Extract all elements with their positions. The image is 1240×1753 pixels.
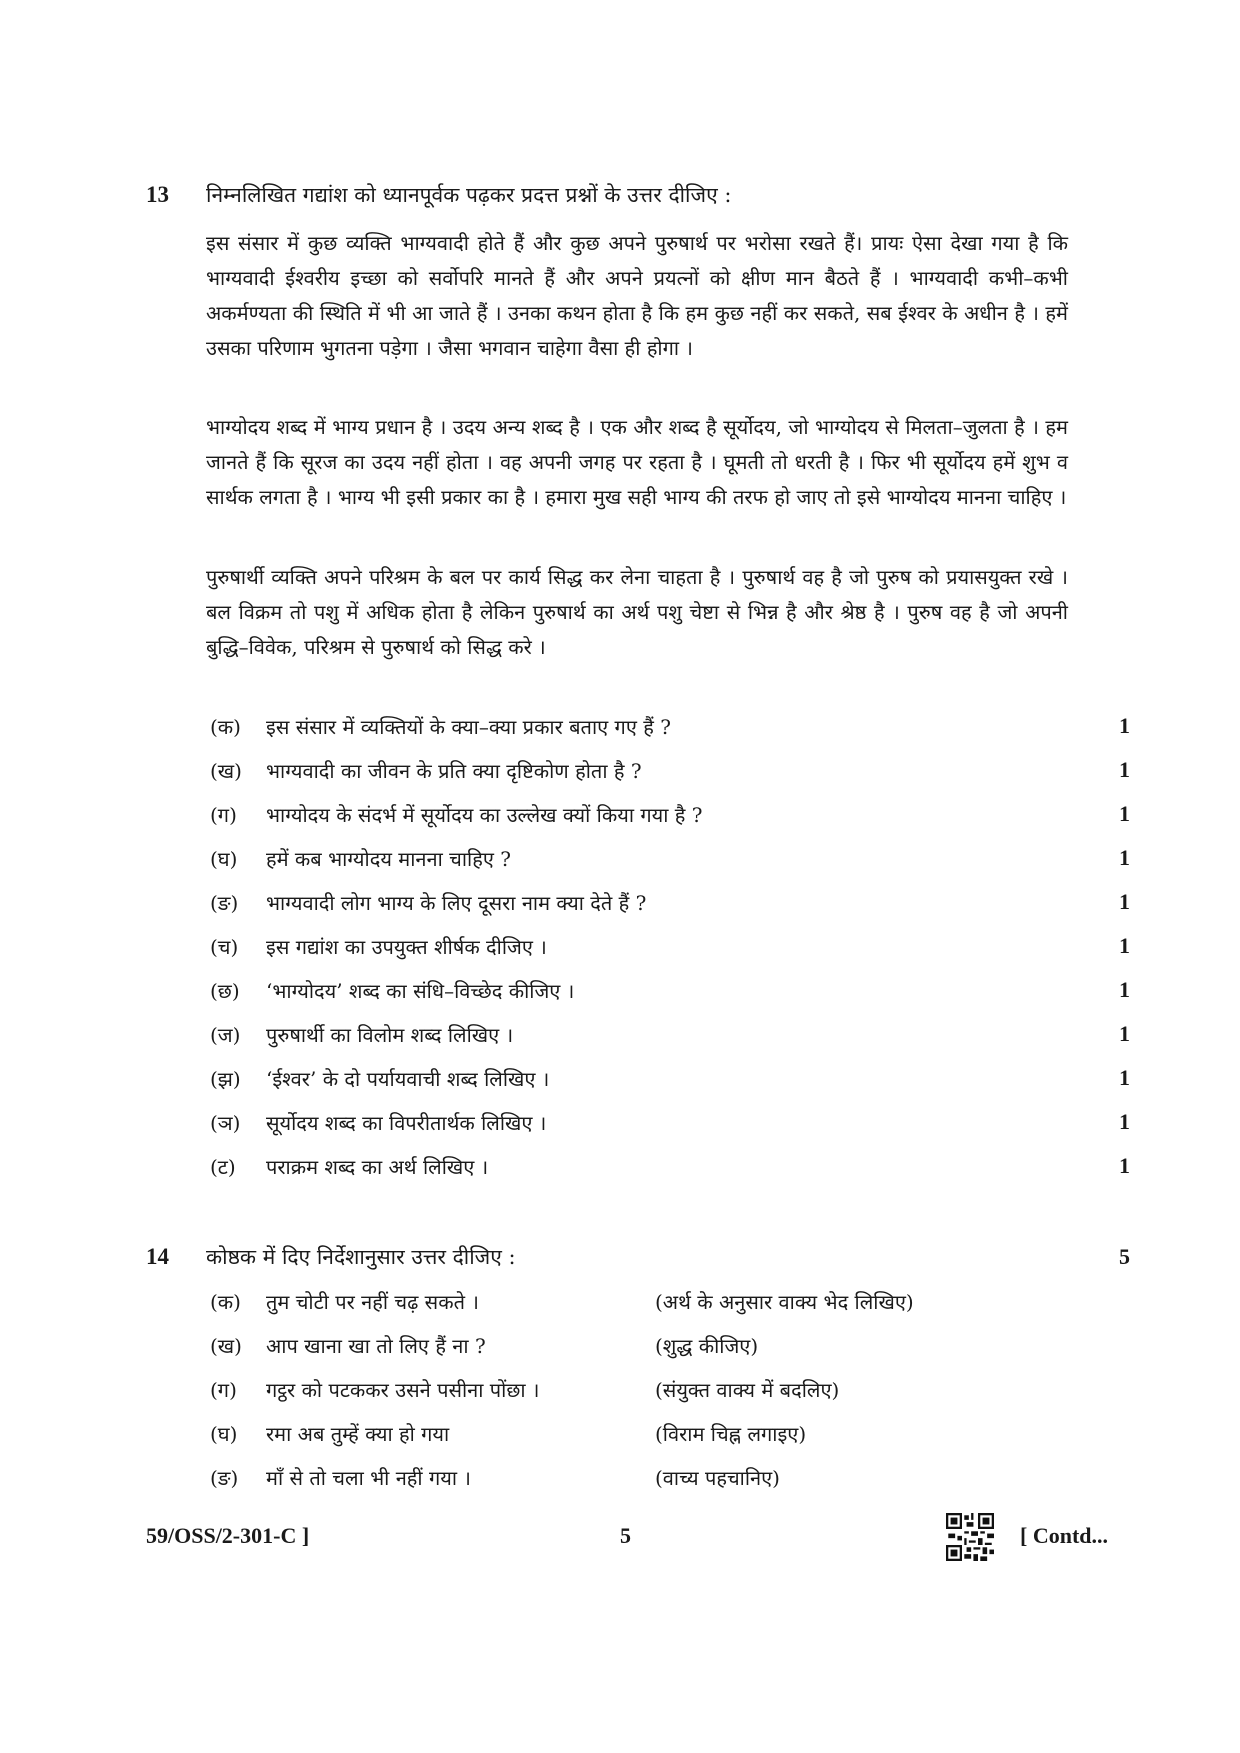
subquestion-text: आप खाना खा तो लिए हैं ना ? [266, 1334, 486, 1358]
question-13-number: 13 [146, 182, 169, 207]
paper-code: 59/OSS/2-301-C ] [146, 1523, 310, 1548]
subquestion-label: (घ) [210, 1422, 238, 1446]
subquestion-marks: 1 [1119, 1109, 1130, 1134]
question-14-heading: कोष्ठक में दिए निर्देशानुसार उत्तर दीजिए : [206, 1245, 516, 1269]
subquestion-text: इस गद्यांश का उपयुक्त शीर्षक दीजिए । [266, 935, 547, 959]
subquestion-text: भाग्यवादी लोग भाग्य के लिए दूसरा नाम क्या देते हैं ? [266, 891, 647, 915]
subquestion-text: भाग्यवादी का जीवन के प्रति क्या दृष्टिकोण होता है ? [266, 759, 642, 783]
q14-subquestion [210, 1332, 1130, 1366]
subquestion-label: (ङ) [210, 891, 239, 915]
subquestion-marks: 1 [1119, 933, 1130, 958]
subquestion-text: माँ से तो चला भी नहीं गया । [266, 1466, 471, 1490]
subquestion-marks: 1 [1119, 1021, 1130, 1046]
subquestion-marks: 1 [1119, 845, 1130, 870]
page-number: 5 [620, 1523, 631, 1548]
passage-paragraph-2-text: भाग्योदय शब्द में भाग्य प्रधान है । उदय अन्य शब्द है । एक और शब्द है सूर्योदय, जो भाग्योदय से मिलता–जुलता है । हम जानते हैं कि सूरज का उदय नहीं होता । वह अपनी जगह पर रहता है । घूमती तो धरती है । फिर भी सूर्योदय हमें शुभ व सार्थक लगता है । भाग्य भी इसी प्रकार का है । हमारा मुख सही भाग्य की तरफ हो जाए तो इसे भाग्योदय मानना चाहिए । [206, 415, 1068, 509]
subquestion-marks: 1 [1119, 757, 1130, 782]
subquestion-label: (ञ) [210, 1111, 241, 1135]
q13-subquestion [210, 713, 1130, 747]
subquestion-instruction: (अर्थ के अनुसार वाक्य भेद लिखिए) [655, 1290, 914, 1314]
q13-subquestion [210, 1021, 1130, 1055]
passage-paragraph-1 [206, 226, 1068, 366]
q13-subquestion [210, 1109, 1130, 1143]
subquestion-label: (ट) [210, 1155, 236, 1179]
q14-subquestion [210, 1376, 1130, 1410]
subquestion-marks: 1 [1119, 713, 1130, 738]
subquestion-marks: 1 [1119, 1065, 1130, 1090]
subquestion-text: हमें कब भाग्योदय मानना चाहिए ? [266, 847, 511, 871]
passage-paragraph-3-text: पुरुषार्थी व्यक्ति अपने परिश्रम के बल पर कार्य सिद्ध कर लेना चाहता है । पुरुषार्थ वह है जो पुरुष को प्रयासयुक्त रखे । बल विक्रम तो पशु में अधिक होता है लेकिन पुरुषार्थ का अर्थ पशु चेष्टा से भिन्न है और श्रेष्ठ है । पुरुष वह है जो अपनी बुद्धि–विवेक, परिश्रम से पुरुषार्थ को सिद्ध करे । [206, 565, 1068, 659]
subquestion-text: गट्ठर को पटककर उसने पसीना पोंछा । [266, 1378, 540, 1402]
question-14-number: 14 [146, 1244, 169, 1269]
subquestion-instruction: (विराम चिह्न लगाइए) [655, 1422, 807, 1446]
subquestion-label: (ङ) [210, 1466, 239, 1490]
q13-subquestion [210, 889, 1130, 923]
subquestion-label: (ख) [210, 759, 242, 783]
q13-subquestion [210, 801, 1130, 835]
subquestion-text: इस संसार में व्यक्तियों के क्या–क्या प्रकार बताए गए हैं ? [266, 715, 671, 739]
subquestion-label: (च) [210, 935, 239, 959]
q13-subquestion [210, 845, 1130, 879]
qr-code-icon [946, 1513, 994, 1561]
q13-subquestion [210, 1065, 1130, 1099]
passage-paragraph-2 [206, 410, 1068, 515]
subquestion-label: (ख) [210, 1334, 242, 1358]
q13-subquestion [210, 933, 1130, 967]
subquestion-text: तुम चोटी पर नहीं चढ़ सकते । [266, 1290, 479, 1314]
passage-paragraph-1-text: इस संसार में कुछ व्यक्ति भाग्यवादी होते हैं और कुछ अपने पुरुषार्थ पर भरोसा रखते हैं। प्रायः ऐसा देखा गया है कि भाग्यवादी ईश्वरीय इच्छा को सर्वोपरि मानते हैं और अपने प्रयत्नों को क्षीण मान बैठते हैं । भाग्यवादी कभी–कभी अकर्मण्यता की स्थिति में भी आ जाते हैं । उनका कथन होता है कि हम कुछ नहीं कर सकते, सब ईश्वर के अधीन है । हमें उसका परिणाम भुगतना पड़ेगा । जैसा भगवान चाहेगा वैसा ही होगा । [206, 231, 1068, 360]
subquestion-label: (झ) [210, 1067, 241, 1091]
subquestion-instruction: (शुद्ध कीजिए) [655, 1334, 759, 1358]
subquestion-marks: 1 [1119, 1153, 1130, 1178]
subquestion-label: (ग) [210, 803, 237, 827]
subquestion-marks: 1 [1119, 801, 1130, 826]
subquestion-text: पुरुषार्थी का विलोम शब्द लिखिए । [266, 1023, 514, 1047]
subquestion-label: (घ) [210, 847, 238, 871]
subquestion-label: (क) [210, 715, 241, 739]
subquestion-label: (क) [210, 1290, 241, 1314]
q14-subquestion [210, 1288, 1130, 1322]
subquestion-marks: 1 [1119, 977, 1130, 1002]
subquestion-text: भाग्योदय के संदर्भ में सूर्योदय का उल्लेख क्यों किया गया है ? [266, 803, 703, 827]
continued-label: [ Contd... [1020, 1523, 1109, 1548]
subquestion-text: ‘ईश्वर’ के दो पर्यायवाची शब्द लिखिए । [266, 1067, 550, 1091]
subquestion-text: सूर्योदय शब्द का विपरीतार्थक लिखिए । [266, 1111, 547, 1135]
subquestion-label: (छ) [210, 979, 240, 1003]
subquestion-label: (ग) [210, 1378, 237, 1402]
q13-subquestion [210, 977, 1130, 1011]
subquestion-instruction: (वाच्य पहचानिए) [655, 1466, 780, 1490]
question-13-heading: निम्नलिखित गद्यांश को ध्यानपूर्वक पढ़कर प्रदत्त प्रश्नों के उत्तर दीजिए : [206, 183, 732, 207]
q14-subquestion [210, 1464, 1130, 1498]
q14-subquestion [210, 1420, 1130, 1454]
subquestion-marks: 1 [1119, 889, 1130, 914]
passage-paragraph-3 [206, 560, 1068, 665]
question-14-marks: 5 [1119, 1244, 1130, 1269]
subquestion-text: ‘भाग्योदय’ शब्द का संधि–विच्छेद कीजिए । [266, 979, 575, 1003]
subquestion-text: पराक्रम शब्द का अर्थ लिखिए । [266, 1155, 489, 1179]
q13-subquestion [210, 757, 1130, 791]
subquestion-label: (ज) [210, 1023, 241, 1047]
subquestion-text: रमा अब तुम्हें क्या हो गया [266, 1422, 450, 1446]
q13-subquestion [210, 1153, 1130, 1187]
subquestion-instruction: (संयुक्त वाक्य में बदलिए) [655, 1378, 840, 1402]
